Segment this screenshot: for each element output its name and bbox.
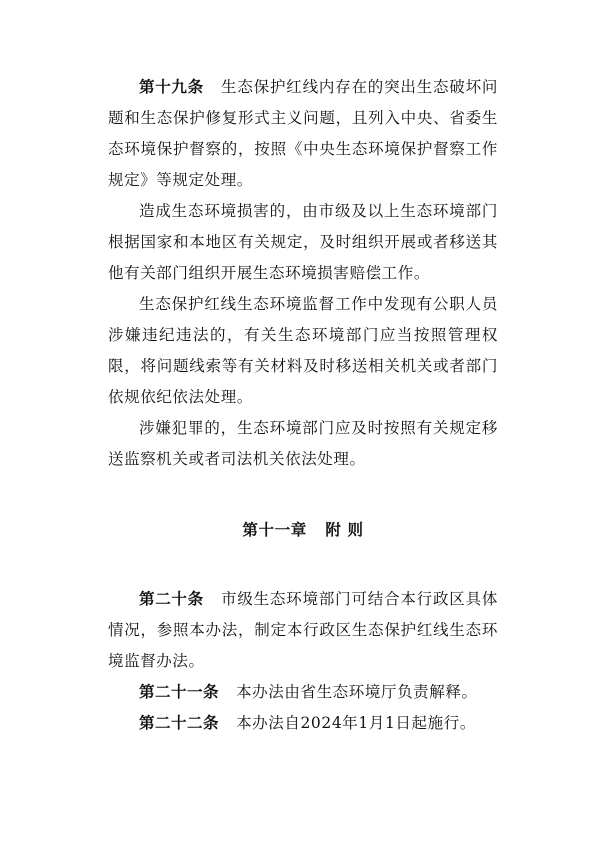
article-20-heading: 第二十条 — [139, 590, 204, 608]
article-19-text: 生态保护红线内存在的突出生态破坏问题和生态保护修复形式主义问题，且列入中央、省委生态环境保护督察的，按照《中央生态环境保护督察工作规定》等规定处理。 — [108, 78, 498, 189]
chapter-title: 附 则 — [325, 521, 364, 539]
article-20-text: 市级生态环境部门可结合本行政区具体情况，参照本办法，制定本行政区生态保护红线生态环境监督办法。 — [108, 590, 498, 670]
article-20 — [108, 584, 498, 677]
article-19-heading: 第十九条 — [139, 78, 204, 96]
paragraph-public-officials: 生态保护红线生态环境监督工作中发现有公职人员涉嫌违纪违法的，有关生态环境部门应当按照管理权限，将问题线索等有关材料及时移送相关机关或者部门依规依纪依法处理。 — [108, 295, 498, 406]
paragraph-criminal-cases: 涉嫌犯罪的，生态环境部门应及时按照有关规定移送监察机关或者司法机关依法处理。 — [108, 419, 498, 468]
paragraph-ecological-damage: 造成生态环境损害的，由市级及以上生态环境部门根据国家和本地区有关规定，及时组织开展或者移送其他有关部门组织开展生态环境损害赔偿工作。 — [108, 202, 498, 282]
article-21 — [108, 677, 498, 708]
chapter-number: 第十一章 — [242, 521, 307, 539]
article-19 — [108, 72, 498, 196]
article-21-text: 本办法由省生态环境厅负责解释。 — [236, 683, 478, 701]
chapter-heading — [108, 515, 498, 546]
article-22-heading: 第二十二条 — [139, 714, 220, 732]
article-21-heading: 第二十一条 — [139, 683, 220, 701]
article-22-text: 本办法自2024年1月1日起施行。 — [236, 714, 476, 732]
document-body — [108, 72, 498, 739]
article-22 — [108, 708, 498, 739]
